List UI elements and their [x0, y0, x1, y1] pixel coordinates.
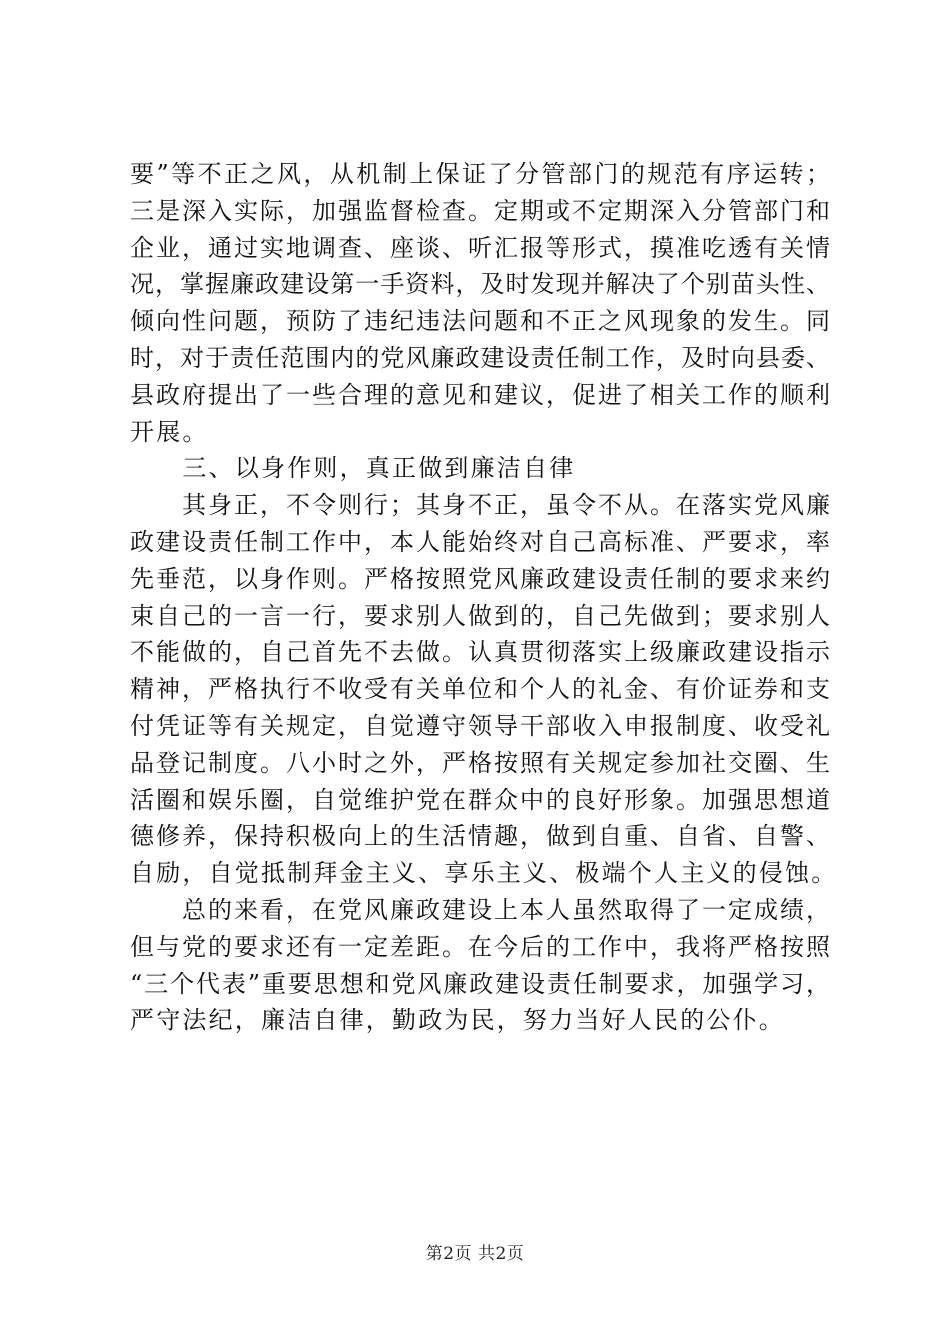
text-line: 倾向性问题，预防了违纪违法问题和不正之风现象的发生。同: [130, 307, 830, 336]
text-line: 先垂范，以身作则。严格按照党风廉政建设责任制的要求来约: [130, 564, 830, 593]
text-line: 不能做的，自己首先不去做。认真贯彻落实上级廉政建设指示: [130, 638, 830, 667]
text-line: 品登记制度。八小时之外，严格按照有关规定参加社交圈、生: [130, 748, 830, 777]
text-line: 要”等不正之风，从机制上保证了分管部门的规范有序运转；: [130, 160, 830, 188]
text-line: “三个代表”重要思想和党风廉政建设责任制要求，加强学习，: [130, 969, 830, 998]
text-line: 严守法纪，廉洁自律，勤政为民，努力当好人民的公仆。: [130, 1006, 785, 1035]
text-line: 开展。: [130, 417, 209, 446]
text-line: 三是深入实际，加强监督检查。定期或不定期深入分管部门和: [130, 196, 830, 225]
text-line: 付凭证等有关规定，自觉遵守领导干部收入申报制度、收受礼: [130, 711, 830, 740]
text-line: 县政府提出了一些合理的意见和建议，促进了相关工作的顺利: [130, 380, 830, 409]
text-line: 束自己的一言一行，要求别人做到的，自己先做到；要求别人: [130, 601, 830, 630]
document-body: [130, 156, 838, 1039]
page-number-footer: 第2页 共2页: [425, 1244, 525, 1264]
text-line: 但与党的要求还有一定差距。在今后的工作中，我将严格按照: [130, 932, 830, 961]
text-line: 企业，通过实地调查、座谈、听汇报等形式，摸准吃透有关情: [130, 233, 830, 262]
text-line: 总的来看，在党风廉政建设上本人虽然取得了一定成绩，: [130, 895, 830, 924]
text-line: 精神，严格执行不收受有关单位和个人的礼金、有价证券和支: [130, 675, 830, 704]
text-line: 德修养，保持积极向上的生活情趣，做到自重、自省、自警、: [130, 822, 830, 851]
text-line: 其身正，不令则行；其身不正，虽令不从。在落实党风廉: [130, 491, 830, 520]
section-heading: 三、以身作则，真正做到廉洁自律: [130, 454, 576, 483]
text-line: 况，掌握廉政建设第一手资料，及时发现并解决了个别苗头性、: [130, 270, 830, 299]
text-line: 自励，自觉抵制拜金主义、享乐主义、极端个人主义的侵蚀。: [130, 859, 838, 888]
text-line: 时，对于责任范围内的党风廉政建设责任制工作，及时向县委、: [130, 343, 830, 372]
text-line: 活圈和娱乐圈，自觉维护党在群众中的良好形象。加强思想道: [130, 785, 830, 814]
text-line: 政建设责任制工作中，本人能始终对自己高标准、严要求，率: [130, 527, 830, 556]
